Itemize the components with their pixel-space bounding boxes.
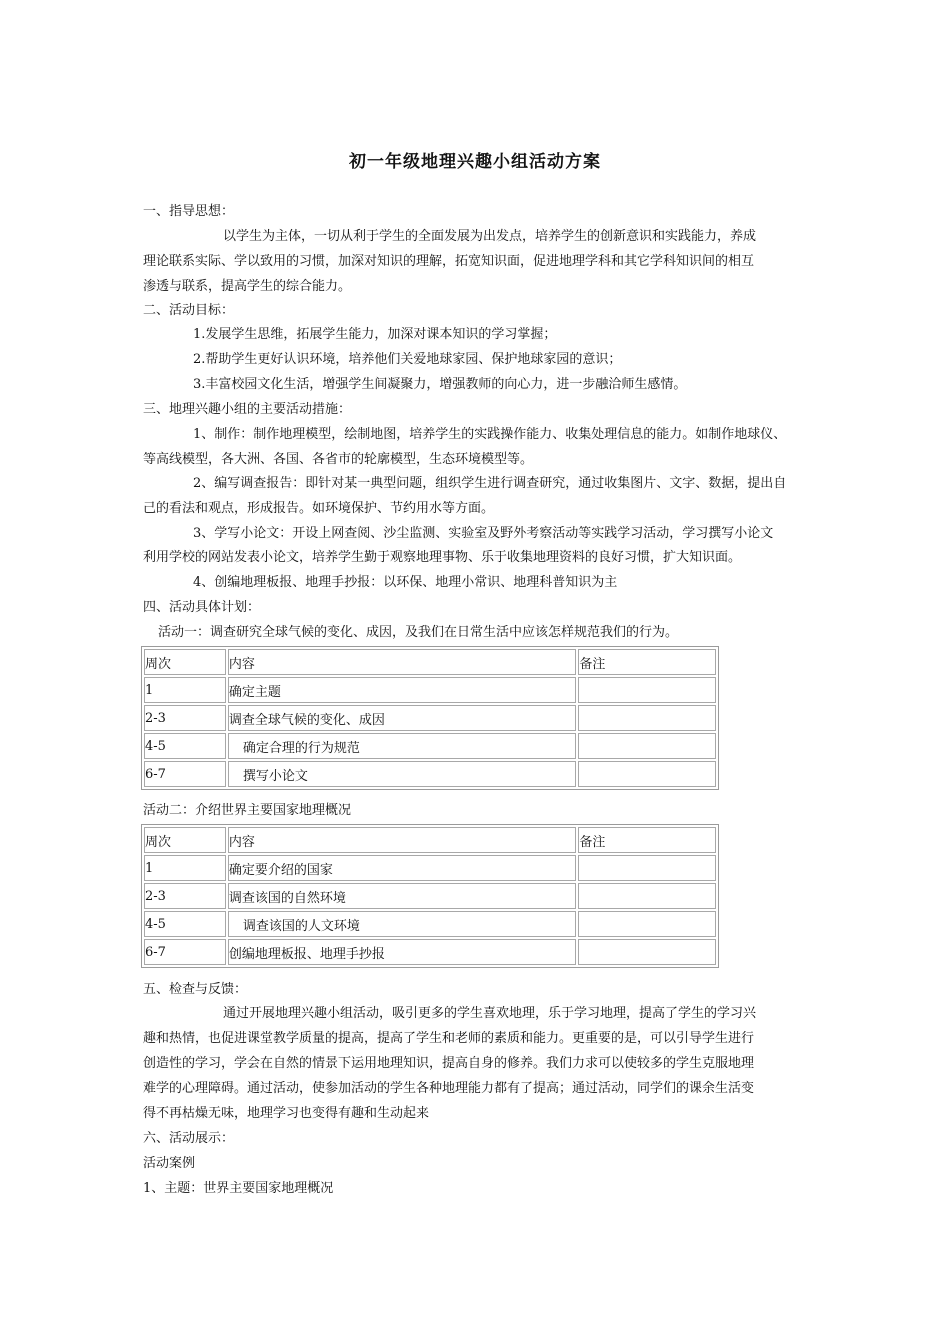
week-cell: 6-7: [144, 761, 226, 787]
measure-line: 1、制作：制作地理模型，绘制地图，培养学生的实践操作能力、收集处理信息的能力。如制作地球仪、: [193, 427, 787, 442]
header-cell-content: 内容: [228, 827, 576, 853]
week-cell: 6-7: [144, 939, 226, 965]
header-cell-content: 内容: [228, 649, 576, 675]
header-cell-notes: 备注: [578, 827, 716, 853]
activity-1-table: [141, 646, 719, 790]
table-row: [144, 855, 716, 881]
table-row: [144, 733, 716, 759]
header-cell-week: 周次: [144, 649, 226, 675]
table-row: [144, 677, 716, 703]
header-cell-notes: 备注: [578, 649, 716, 675]
table-row: [144, 883, 716, 909]
section-5-paragraph-line: 难学的心理障碍。通过活动，使参加活动的学生各种地理能力都有了提高；通过活动，同学们的课余生活变: [143, 1081, 755, 1096]
page-title: 初一年级地理兴趣小组活动方案: [349, 152, 601, 172]
week-cell: 1: [144, 677, 226, 703]
goal-item: 3.丰富校园文化生活，增强学生间凝聚力，增强教师的向心力，进一步融洽师生感情。: [193, 377, 687, 392]
section-1-paragraph-line: 以学生为主体，一切从利于学生的全面发展为出发点，培养学生的创新意识和实践能力，养成: [223, 229, 757, 244]
measure-line: 4、创编地理板报、地理手抄报：以环保、地理小常识、地理科普知识为主: [193, 575, 618, 590]
notes-cell: [578, 883, 716, 909]
goal-item: 2.帮助学生更好认识环境，培养他们关爱地球家园、保护地球家园的意识；: [193, 352, 622, 367]
activity-1-title: 活动一：调查研究全球气候的变化、成因，及我们在日常生活中应该怎样规范我们的行为。: [158, 625, 679, 640]
section-3-heading: 三、地理兴趣小组的主要活动措施：: [143, 402, 352, 417]
week-cell: 4-5: [144, 911, 226, 937]
section-5-heading: 五、检查与反馈：: [143, 982, 248, 997]
notes-cell: [578, 733, 716, 759]
notes-cell: [578, 911, 716, 937]
section-1-paragraph-line: 理论联系实际、学以致用的习惯，加深对知识的理解，拓宽知识面，促进地理学科和其它学科知识间的相互: [143, 254, 755, 269]
table-row: [144, 761, 716, 787]
notes-cell: [578, 677, 716, 703]
table-header-row: [144, 649, 716, 675]
content-cell: 确定要介绍的国家: [228, 855, 576, 881]
notes-cell: [578, 855, 716, 881]
table-row: [144, 939, 716, 965]
section-6-heading: 六、活动展示：: [143, 1131, 235, 1146]
table-row: [144, 911, 716, 937]
activity-2-title: 活动二：介绍世界主要国家地理概况: [143, 803, 352, 818]
measure-line: 3、学写小论文：开设上网查阅、沙尘监测、实验室及野外考察活动等实践学习活动，学习撰写小论文: [193, 526, 774, 541]
section-1-heading: 一、指导思想：: [143, 204, 235, 219]
content-cell: 调查该国的自然环境: [228, 883, 576, 909]
notes-cell: [578, 705, 716, 731]
measure-line: 利用学校的网站发表小论文，培养学生勤于观察地理事物、乐于收集地理资料的良好习惯，扩大知识面。: [143, 550, 742, 565]
content-cell: 确定主题: [228, 677, 576, 703]
content-cell: 调查该国的人文环境: [228, 911, 576, 937]
week-cell: 1: [144, 855, 226, 881]
section-5-paragraph-line: 得不再枯燥无味，地理学习也变得有趣和生动起来: [143, 1106, 430, 1121]
section-1-paragraph-line: 渗透与联系，提高学生的综合能力。: [143, 279, 352, 294]
goal-item: 1.发展学生思维，拓展学生能力，加深对课本知识的学习掌握；: [193, 327, 557, 342]
header-cell-week: 周次: [144, 827, 226, 853]
measure-line: 等高线模型，各大洲、各国、各省市的轮廓模型，生态环境模型等。: [143, 452, 534, 467]
notes-cell: [578, 939, 716, 965]
content-cell: 调查全球气候的变化、成因: [228, 705, 576, 731]
content-cell: 创编地理板报、地理手抄报: [228, 939, 576, 965]
section-5-paragraph-line: 趣和热情，也促进课堂教学质量的提高，提高了学生和老师的素质和能力。更重要的是，可以引导学生进行: [143, 1031, 755, 1046]
activity-2-table: [141, 824, 719, 968]
activity-case-label: 活动案例: [143, 1156, 196, 1171]
week-cell: 2-3: [144, 705, 226, 731]
measure-line: 己的看法和观点，形成报告。如环境保护、节约用水等方面。: [143, 501, 495, 516]
section-4-heading: 四、活动具体计划：: [143, 600, 261, 615]
section-2-heading: 二、活动目标：: [143, 303, 235, 318]
content-cell: 撰写小论文: [228, 761, 576, 787]
week-cell: 4-5: [144, 733, 226, 759]
section-5-paragraph-line: 通过开展地理兴趣小组活动，吸引更多的学生喜欢地理，乐于学习地理，提高了学生的学习兴: [223, 1006, 757, 1021]
case-topic: 1、主题：世界主要国家地理概况: [143, 1181, 334, 1196]
measure-line: 2、编写调查报告：即针对某一典型问题，组织学生进行调查研究，通过收集图片、文字、数据，提出自: [193, 476, 787, 491]
table-row: [144, 705, 716, 731]
notes-cell: [578, 761, 716, 787]
content-cell: 确定合理的行为规范: [228, 733, 576, 759]
week-cell: 2-3: [144, 883, 226, 909]
section-5-paragraph-line: 创造性的学习，学会在自然的情景下运用地理知识，提高自身的修养。我们力求可以使较多的学生克服地理: [143, 1056, 755, 1071]
table-header-row: [144, 827, 716, 853]
